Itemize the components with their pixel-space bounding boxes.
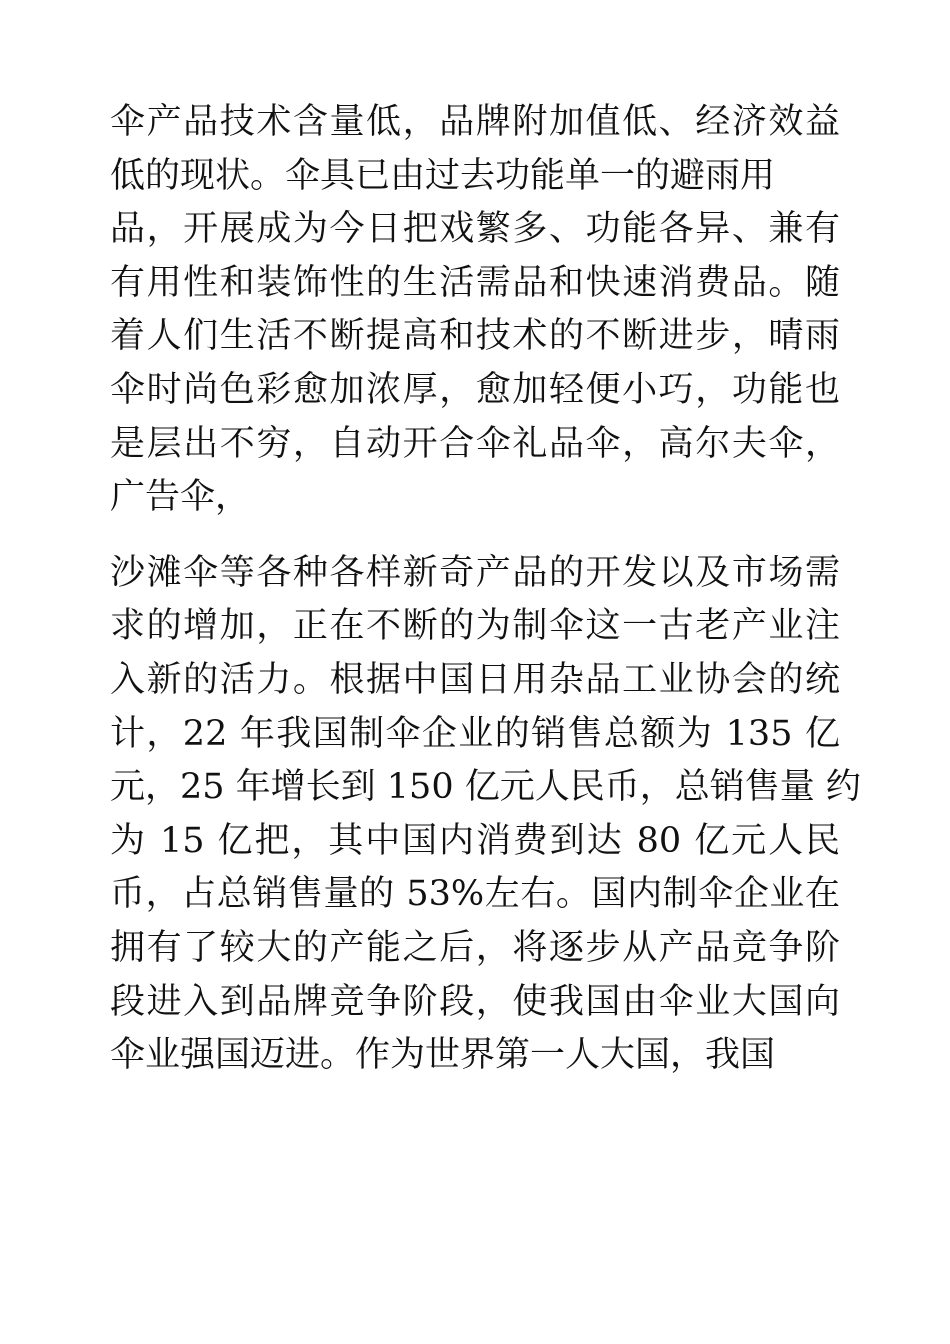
text-line: 沙滩伞等各种各样新奇产品的开发以及市场需 xyxy=(110,552,840,593)
paragraph-1 xyxy=(110,96,840,525)
text-line: 品，开展成为今日把戏繁多、功能各异、兼有 xyxy=(110,209,840,250)
text-line: 段进入到品牌竞争阶段，使我国由伞业大国向 xyxy=(110,981,840,1022)
paragraph-2 xyxy=(110,547,861,1083)
text-line: 是层出不穷，自动开合伞礼品伞，高尔夫伞， xyxy=(110,423,840,464)
document-page xyxy=(110,96,861,1083)
text-line: 求的增加，正在不断的为制伞这一古老产业注 xyxy=(110,606,840,647)
text-line: 广告伞， xyxy=(110,477,251,518)
text-line: 伞时尚色彩愈加浓厚，愈加轻便小巧，功能也 xyxy=(110,369,840,410)
text-line: 为 15 亿把，其中国内消费到达 80 亿元人民 xyxy=(110,820,840,861)
text-line: 有用性和装饰性的生活需品和快速消费品。随 xyxy=(110,262,840,303)
text-line: 着人们生活不断提高和技术的不断进步，晴雨 xyxy=(110,316,840,357)
text-line: 入新的活力。根据中国日用杂品工业协会的统 xyxy=(110,659,840,700)
text-line: 计，22 年我国制伞企业的销售总额为 135 亿 xyxy=(110,713,840,754)
text-line: 伞业强国迈进。作为世界第一人大国，我国 xyxy=(110,1035,776,1076)
text-line: 拥有了较大的产能之后，将逐步从产品竞争阶 xyxy=(110,927,840,968)
text-line: 币，占总销售量的 53%左右。国内制伞企业在 xyxy=(110,874,840,915)
text-line: 伞产品技术含量低，品牌附加值低、经济效益 xyxy=(110,102,840,142)
text-line: 元，25 年增长到 150 亿元人民币，总销售量 约 xyxy=(110,767,861,808)
text-line: 低的现状。伞具已由过去功能单一的避雨用 xyxy=(110,155,776,196)
